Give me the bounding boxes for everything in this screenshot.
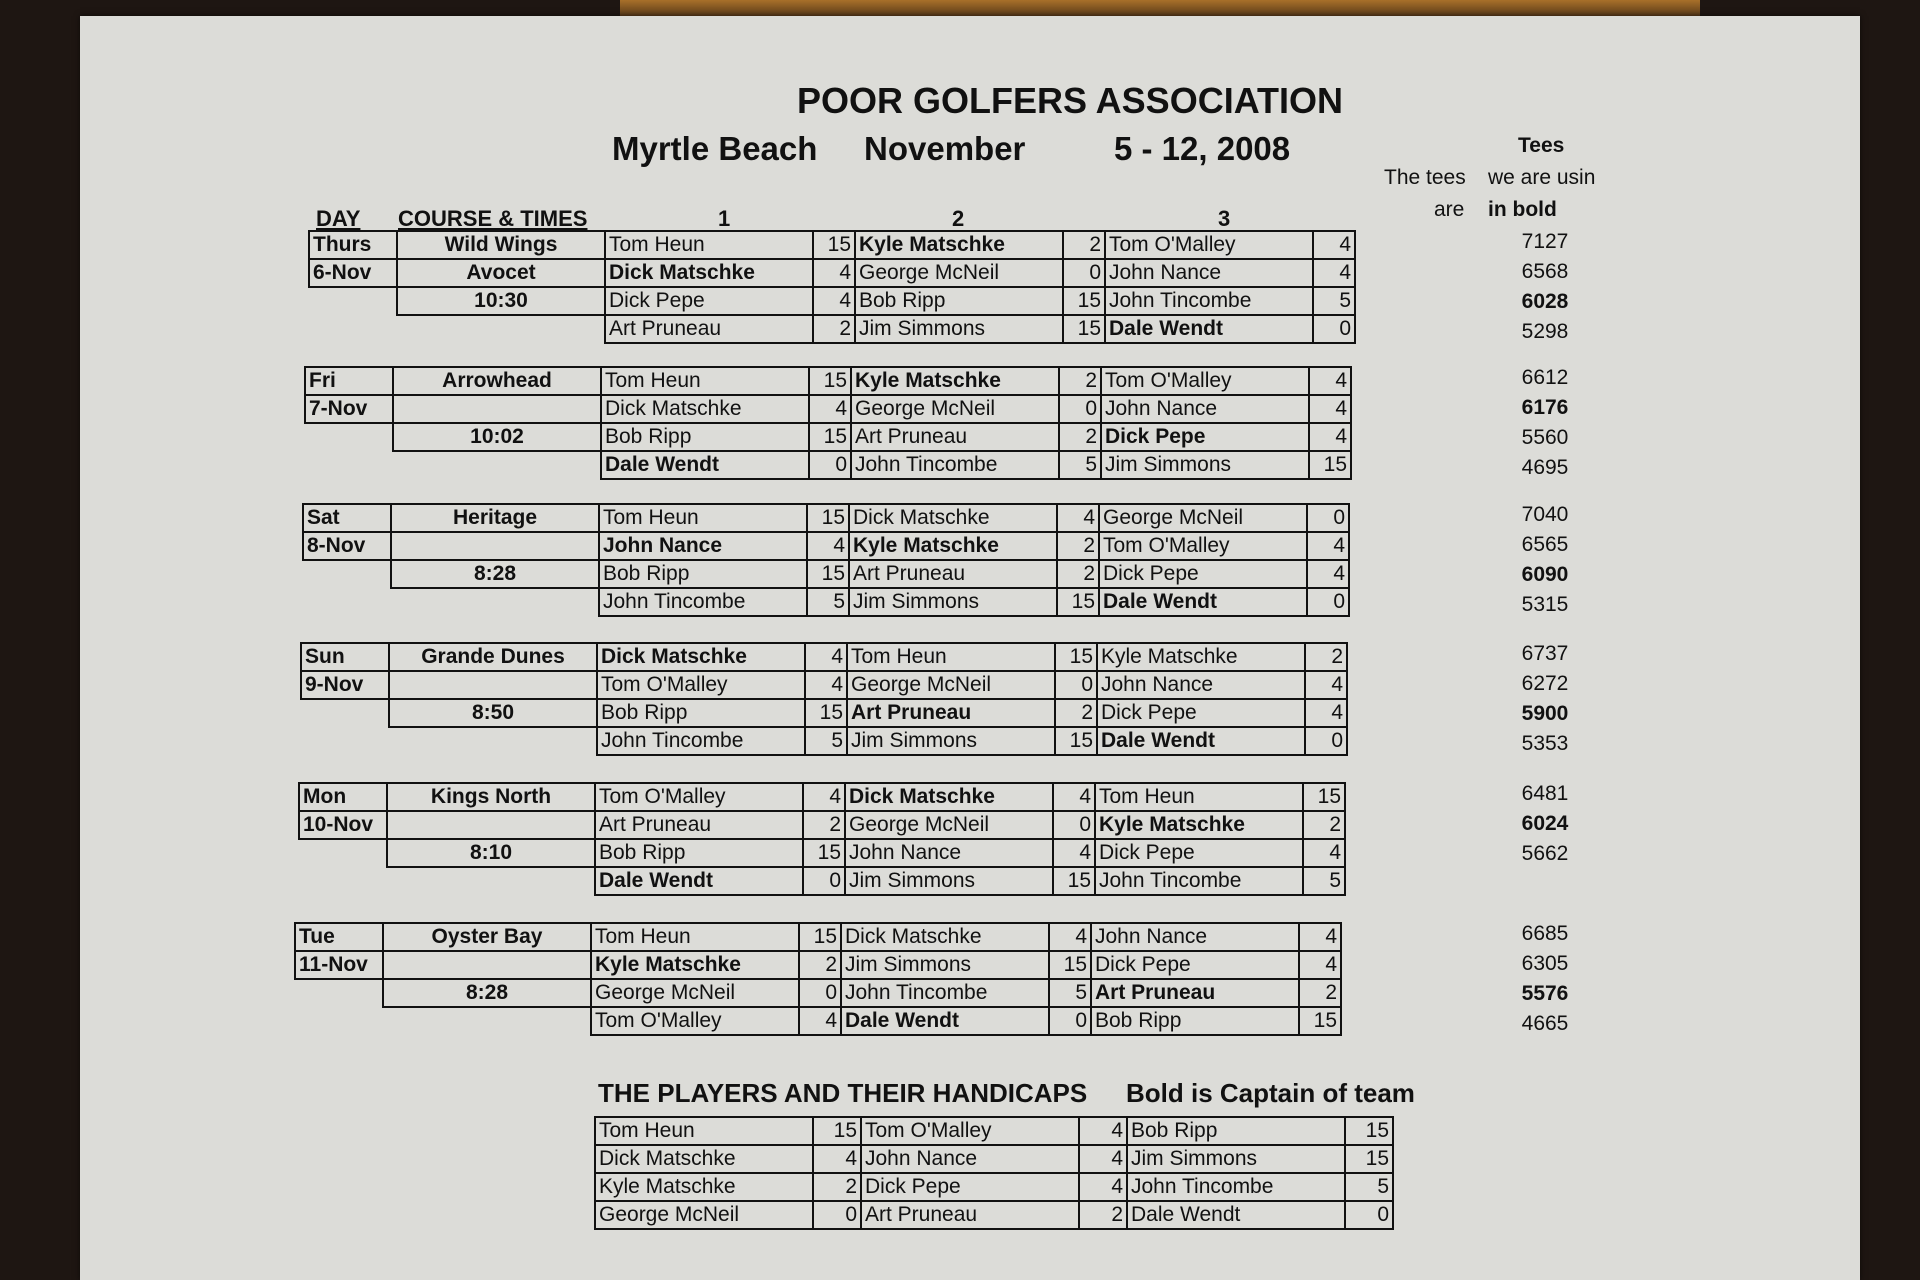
spacer: [303, 560, 391, 588]
pairing-row: [295, 923, 1341, 951]
handicap: 0: [1059, 395, 1101, 423]
spacer: [383, 1007, 591, 1035]
handicap: 15: [813, 231, 855, 259]
player-name: Dick Pepe: [861, 1173, 1079, 1201]
handicap: 15: [1299, 1007, 1341, 1035]
player-name: Jim Simmons: [1127, 1145, 1345, 1173]
player-name: Bob Ripp: [597, 699, 805, 727]
player-name: John Nance: [1097, 671, 1305, 699]
handicap: 5: [805, 727, 847, 755]
pairing-row: [299, 839, 1345, 867]
player-name: Kyle Matschke: [595, 1173, 813, 1201]
day-block-fri: [304, 366, 1352, 480]
handicap: 15: [813, 1117, 861, 1145]
pairing-row: [303, 504, 1349, 532]
handicap: 2: [1299, 979, 1341, 1007]
handicap: 5: [1303, 867, 1345, 895]
course-name: Grande Dunes: [389, 643, 597, 671]
player-name: George McNeil: [591, 979, 799, 1007]
spacer: [391, 588, 599, 616]
player-name: Dick Matschke: [601, 395, 809, 423]
handicap: 4: [813, 1145, 861, 1173]
handicap: 4: [1049, 923, 1091, 951]
player-name: Dale Wendt: [601, 451, 809, 479]
spacer: [393, 451, 601, 479]
handicap: 4: [813, 287, 855, 315]
tee-yardage: 4665: [1521, 1012, 1569, 1035]
handicap: 2: [1059, 423, 1101, 451]
handicap: 15: [807, 504, 849, 532]
handicap: 15: [805, 699, 847, 727]
player-name: Bob Ripp: [601, 423, 809, 451]
handicap: 4: [1053, 783, 1095, 811]
player-name: Kyle Matschke: [849, 532, 1057, 560]
handicap: 4: [1305, 699, 1347, 727]
handicap: 2: [1057, 560, 1099, 588]
handicap: 0: [1307, 588, 1349, 616]
handicap: 2: [799, 951, 841, 979]
tee-yardage: 6090: [1521, 563, 1569, 586]
player-name: Dick Matschke: [595, 1145, 813, 1173]
handicap: 0: [1307, 504, 1349, 532]
pairing-row: [295, 951, 1341, 979]
player-name: Dick Pepe: [1099, 560, 1307, 588]
player-name: Tom Heun: [595, 1117, 813, 1145]
player-name: Tom Heun: [591, 923, 799, 951]
tees-note-2b: in bold: [1488, 198, 1557, 221]
player-name: John Nance: [1101, 395, 1309, 423]
player-name: Dick Matschke: [845, 783, 1053, 811]
player-name: Dick Pepe: [1097, 699, 1305, 727]
player-name: John Nance: [1105, 259, 1313, 287]
player-name: Art Pruneau: [605, 315, 813, 343]
handicap: 4: [1313, 231, 1355, 259]
player-name: Kyle Matschke: [851, 367, 1059, 395]
player-name: Art Pruneau: [849, 560, 1057, 588]
handicap: 2: [1055, 699, 1097, 727]
tee-time: 10:02: [393, 423, 601, 451]
tee-yardage: 5662: [1521, 842, 1569, 865]
player-name: Kyle Matschke: [591, 951, 799, 979]
player-name: Tom Heun: [601, 367, 809, 395]
handicap: 4: [1305, 671, 1347, 699]
day-block-mon: [298, 782, 1346, 896]
player-name: Tom O'Malley: [1099, 532, 1307, 560]
tee-yardage: 5353: [1521, 732, 1569, 755]
player-name: Kyle Matschke: [1097, 643, 1305, 671]
handicap: 15: [1049, 951, 1091, 979]
pairing-row: [295, 979, 1341, 1007]
player-name: Bob Ripp: [599, 560, 807, 588]
handicap: 15: [1309, 451, 1351, 479]
month: November: [864, 130, 1026, 167]
spacer: [309, 287, 397, 315]
player-name: Art Pruneau: [861, 1201, 1079, 1229]
handicap: 15: [799, 923, 841, 951]
course-sub: [391, 532, 599, 560]
pairing-row: [305, 451, 1351, 479]
handicap: 0: [1313, 315, 1355, 343]
spacer: [389, 727, 597, 755]
spacer: [301, 699, 389, 727]
handicap: 5: [807, 588, 849, 616]
spacer: [295, 979, 383, 1007]
tee-yardage: 6568: [1521, 260, 1569, 283]
player-name: Tom O'Malley: [595, 783, 803, 811]
handicap: 15: [1303, 783, 1345, 811]
spacer: [309, 315, 397, 343]
player-name: Dick Matschke: [849, 504, 1057, 532]
handicaps-table: [594, 1116, 1394, 1230]
handicap: 2: [1057, 532, 1099, 560]
tee-yardage: 6612: [1521, 366, 1569, 389]
tees-note-2a: are: [1434, 198, 1465, 221]
player-name: John Tincombe: [1127, 1173, 1345, 1201]
handicap: 5: [1313, 287, 1355, 315]
player-name: Jim Simmons: [847, 727, 1055, 755]
day-name: Tue: [295, 923, 383, 951]
pairing-row: [303, 532, 1349, 560]
tee-time: 10:30: [397, 287, 605, 315]
tee-yardage: 5900: [1521, 702, 1569, 725]
pairing-row: [303, 560, 1349, 588]
player-name: Dick Matschke: [605, 259, 813, 287]
handicap: 0: [803, 867, 845, 895]
day-date: 10-Nov: [299, 811, 387, 839]
handicap: 5: [1049, 979, 1091, 1007]
spacer: [387, 867, 595, 895]
handicap: 15: [1345, 1145, 1393, 1173]
tee-yardage: 6685: [1521, 922, 1569, 945]
player-name: Tom O'Malley: [591, 1007, 799, 1035]
handicap: 4: [803, 783, 845, 811]
spacer: [301, 727, 389, 755]
course-name: Wild Wings: [397, 231, 605, 259]
day-date: 11-Nov: [295, 951, 383, 979]
tees-note-1a: The tees: [1384, 166, 1466, 189]
pairing-row: [303, 588, 1349, 616]
handicap: 0: [1049, 1007, 1091, 1035]
tee-time: 8:10: [387, 839, 595, 867]
day-block-thurs: [308, 230, 1356, 344]
pairing-row: [299, 783, 1345, 811]
tee-time: 8:50: [389, 699, 597, 727]
day-name: Mon: [299, 783, 387, 811]
spacer: [299, 839, 387, 867]
player-name: George McNeil: [855, 259, 1063, 287]
page-title: POOR GOLFERS ASSOCIATION: [796, 80, 1344, 121]
player-name: Dick Pepe: [1095, 839, 1303, 867]
course-sub: [389, 671, 597, 699]
col-group-3: 3: [1218, 206, 1231, 231]
tee-yardage: 6737: [1521, 642, 1569, 665]
handicap: 4: [813, 259, 855, 287]
player-name: George McNeil: [595, 1201, 813, 1229]
tee-yardage: 5560: [1521, 426, 1569, 449]
day-name: Sun: [301, 643, 389, 671]
course-sub: [393, 395, 601, 423]
handicaps-note: Bold is Captain of team: [1126, 1078, 1415, 1108]
tee-yardage: 5298: [1521, 320, 1569, 343]
handicap: 2: [813, 1173, 861, 1201]
pairing-row: [309, 315, 1355, 343]
tee-yardage: 6028: [1521, 290, 1569, 313]
player-name: Tom Heun: [599, 504, 807, 532]
player-name: Art Pruneau: [595, 811, 803, 839]
handicap: 15: [1055, 643, 1097, 671]
handicap: 4: [1307, 560, 1349, 588]
pairing-row: [299, 811, 1345, 839]
player-name: Dale Wendt: [1097, 727, 1305, 755]
handicap: 4: [1303, 839, 1345, 867]
spacer: [397, 315, 605, 343]
handicap: 2: [813, 315, 855, 343]
tee-yardage: 7127: [1521, 230, 1569, 253]
course-name: Heritage: [391, 504, 599, 532]
handicap: 4: [1057, 504, 1099, 532]
player-name: Kyle Matschke: [855, 231, 1063, 259]
player-name: John Tincombe: [599, 588, 807, 616]
handicap: 4: [1307, 532, 1349, 560]
handicap: 4: [1053, 839, 1095, 867]
day-block-sat: [302, 503, 1350, 617]
course-sub: Avocet: [397, 259, 605, 287]
spacer: [295, 1007, 383, 1035]
course-sub: [383, 951, 591, 979]
handicap: 15: [807, 560, 849, 588]
course-sub: [387, 811, 595, 839]
player-name: John Tincombe: [1105, 287, 1313, 315]
tee-yardage: 4695: [1521, 456, 1569, 479]
spacer: [303, 588, 391, 616]
handicap: 4: [1299, 923, 1341, 951]
player-name: Jim Simmons: [849, 588, 1057, 616]
pairing-row: [305, 367, 1351, 395]
pairing-row: [301, 643, 1347, 671]
player-name: Jim Simmons: [845, 867, 1053, 895]
player-name: John Nance: [599, 532, 807, 560]
player-name: John Tincombe: [1095, 867, 1303, 895]
player-name: Kyle Matschke: [1095, 811, 1303, 839]
spacer: [299, 867, 387, 895]
handicap: 15: [803, 839, 845, 867]
day-name: Thurs: [309, 231, 397, 259]
player-name: Bob Ripp: [595, 839, 803, 867]
course-name: Oyster Bay: [383, 923, 591, 951]
player-name: Dick Matschke: [597, 643, 805, 671]
handicap: 0: [799, 979, 841, 1007]
tees-note-1b: we are usin: [1488, 166, 1596, 189]
player-name: Tom O'Malley: [1101, 367, 1309, 395]
tee-yardage: 5576: [1521, 982, 1569, 1005]
col-group-1: 1: [718, 206, 731, 231]
handicap: 0: [1063, 259, 1105, 287]
pairing-row: [301, 727, 1347, 755]
day-name: Sat: [303, 504, 391, 532]
player-name: George McNeil: [847, 671, 1055, 699]
tee-yardage: 6565: [1521, 533, 1569, 556]
col-course: COURSE & TIMES: [398, 206, 588, 231]
player-name: Bob Ripp: [855, 287, 1063, 315]
handicap: 2: [1303, 811, 1345, 839]
col-group-2: 2: [952, 206, 965, 231]
tee-yardage: 6024: [1521, 812, 1569, 835]
location: Myrtle Beach: [612, 130, 818, 167]
tee-yardage: 6481: [1521, 782, 1569, 805]
pairing-row: [301, 699, 1347, 727]
day-block-tue: [294, 922, 1342, 1036]
player-name: Dale Wendt: [841, 1007, 1049, 1035]
handicap: 2: [1305, 643, 1347, 671]
handicap: 15: [1055, 727, 1097, 755]
player-name: Art Pruneau: [1091, 979, 1299, 1007]
handicap: 15: [1063, 287, 1105, 315]
player-name: Jim Simmons: [855, 315, 1063, 343]
player-name: Dick Matschke: [841, 923, 1049, 951]
pairing-row: [309, 231, 1355, 259]
handicap: 4: [807, 532, 849, 560]
pairing-row: [305, 395, 1351, 423]
player-name: Dick Pepe: [605, 287, 813, 315]
player-name: John Tincombe: [841, 979, 1049, 1007]
course-name: Arrowhead: [393, 367, 601, 395]
tees-heading: Tees: [1518, 134, 1565, 157]
handicap: 0: [1305, 727, 1347, 755]
player-name: George McNeil: [1099, 504, 1307, 532]
tee-yardage: 5315: [1521, 593, 1569, 616]
handicap: 0: [1345, 1201, 1393, 1229]
player-name: Bob Ripp: [1127, 1117, 1345, 1145]
player-name: John Nance: [1091, 923, 1299, 951]
day-name: Fri: [305, 367, 393, 395]
handicap-row: [595, 1173, 1393, 1201]
handicap: 0: [1053, 811, 1095, 839]
handicap: 2: [1079, 1201, 1127, 1229]
player-name: Dale Wendt: [1105, 315, 1313, 343]
handicap: 4: [805, 671, 847, 699]
handicap: 4: [1299, 951, 1341, 979]
tee-time: 8:28: [391, 560, 599, 588]
handicap: 4: [799, 1007, 841, 1035]
pairing-row: [309, 259, 1355, 287]
handicap: 4: [1079, 1173, 1127, 1201]
day-date: 6-Nov: [309, 259, 397, 287]
player-name: Jim Simmons: [841, 951, 1049, 979]
player-name: John Nance: [845, 839, 1053, 867]
tee-yardage: 6176: [1521, 396, 1569, 419]
player-name: Art Pruneau: [847, 699, 1055, 727]
player-name: George McNeil: [851, 395, 1059, 423]
handicap: 15: [1345, 1117, 1393, 1145]
course-name: Kings North: [387, 783, 595, 811]
player-name: Dick Pepe: [1091, 951, 1299, 979]
pairing-row: [309, 287, 1355, 315]
tee-time: 8:28: [383, 979, 591, 1007]
player-name: Dick Pepe: [1101, 423, 1309, 451]
handicap: 15: [809, 423, 851, 451]
day-date: 9-Nov: [301, 671, 389, 699]
player-name: Tom Heun: [605, 231, 813, 259]
handicap: 4: [805, 643, 847, 671]
handicap: 2: [1063, 231, 1105, 259]
player-name: John Nance: [861, 1145, 1079, 1173]
tee-yardage: 6305: [1521, 952, 1569, 975]
tee-yardage: 7040: [1521, 503, 1569, 526]
handicap: 15: [1063, 315, 1105, 343]
handicap: 4: [1309, 423, 1351, 451]
handicap: 2: [1059, 367, 1101, 395]
handicap: 4: [1079, 1145, 1127, 1173]
handicap: 4: [1313, 259, 1355, 287]
pairing-row: [295, 1007, 1341, 1035]
player-name: Dale Wendt: [1127, 1201, 1345, 1229]
handicap: 0: [813, 1201, 861, 1229]
player-name: Dale Wendt: [1099, 588, 1307, 616]
player-name: Tom O'Malley: [597, 671, 805, 699]
player-name: John Tincombe: [851, 451, 1059, 479]
player-name: Art Pruneau: [851, 423, 1059, 451]
handicap-row: [595, 1201, 1393, 1229]
dates: 5 - 12, 2008: [1114, 130, 1291, 167]
player-name: Jim Simmons: [1101, 451, 1309, 479]
handicap: 4: [809, 395, 851, 423]
pairing-row: [301, 671, 1347, 699]
handicap: 15: [1053, 867, 1095, 895]
pairing-row: [299, 867, 1345, 895]
day-date: 7-Nov: [305, 395, 393, 423]
player-name: John Tincombe: [597, 727, 805, 755]
handicap: 0: [1055, 671, 1097, 699]
handicap-row: [595, 1117, 1393, 1145]
player-name: Tom O'Malley: [1105, 231, 1313, 259]
handicap: 15: [809, 367, 851, 395]
handicap: 4: [1309, 367, 1351, 395]
handicap: 4: [1079, 1117, 1127, 1145]
handicap: 5: [1059, 451, 1101, 479]
tee-yardage: 6272: [1521, 672, 1569, 695]
handicap: 4: [1309, 395, 1351, 423]
player-name: Dale Wendt: [595, 867, 803, 895]
spacer: [305, 451, 393, 479]
spacer: [305, 423, 393, 451]
day-block-sun: [300, 642, 1348, 756]
player-name: George McNeil: [845, 811, 1053, 839]
player-name: Tom Heun: [847, 643, 1055, 671]
col-day: DAY: [316, 206, 361, 231]
handicap: 0: [809, 451, 851, 479]
handicap: 2: [803, 811, 845, 839]
player-name: Bob Ripp: [1091, 1007, 1299, 1035]
handicap-row: [595, 1145, 1393, 1173]
player-name: Tom Heun: [1095, 783, 1303, 811]
pairing-row: [305, 423, 1351, 451]
player-name: Tom O'Malley: [861, 1117, 1079, 1145]
handicap: 15: [1057, 588, 1099, 616]
day-date: 8-Nov: [303, 532, 391, 560]
handicap: 5: [1345, 1173, 1393, 1201]
handicaps-title: THE PLAYERS AND THEIR HANDICAPS: [598, 1078, 1088, 1108]
